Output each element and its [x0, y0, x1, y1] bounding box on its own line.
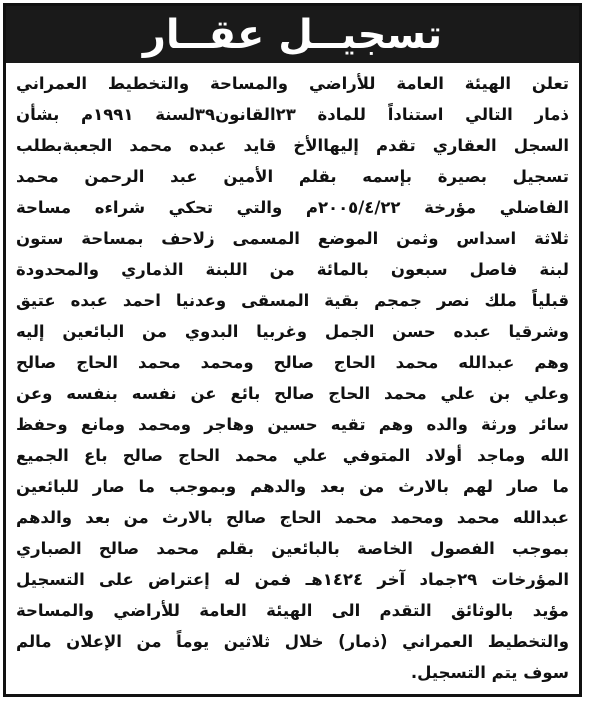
notice-title: تسجيــل عقــار	[142, 11, 443, 58]
notice-line: عبدالله محمد ومحمد محمد الحاج صالح بالارث من بعد والدهم	[16, 508, 569, 527]
notice-line: سوف يتم التسجيل.	[410, 663, 569, 682]
notice-line: وعلي بن علي محمد الحاج صالح بائع عن نفسه بنفسه وعن	[16, 384, 569, 403]
notice-line: ثلاثة اسداس وثمن الموضع المسمى زلاحف بمساحة ستون	[16, 229, 569, 248]
notice-line: تعلن الهيئة العامة للأراضي والمساحة والتخطيط العمراني	[16, 74, 569, 93]
notice-line: ما صار لهم بالارث من بعد والدهم وبموجب ما صار للبائعين	[16, 477, 569, 496]
notice-line: لبنة فاصل سبعون بالمائة من اللبنة الذماري والمحدودة	[16, 260, 569, 279]
notice-line: والتخطيط العمراني (ذمار) خلال ثلاثين يوماً من الإعلان مالم	[16, 632, 569, 651]
notice-line: المؤرخات ٢٩جماد آخر ١٤٢٤هـ فمن له إعتراض على التسجيل	[16, 570, 569, 589]
notice-line: تسجيل بصيرة بإسمه بقلم الأمين عبد الرحمن محمد	[16, 167, 569, 186]
notice-line: وشرقيا عبده حسن الجمل وغربيا البدوي من البائعين إليه	[16, 322, 569, 341]
notice-line: بموجب الفصول الخاصة بالبائعين بقلم محمد صالح الصباري	[16, 539, 569, 558]
notice-line: السجل العقاري تقدم إليهاالأخ قايد عبده محمد الجعبةبطلب	[16, 136, 569, 155]
notice-line: سائر ورثة والده وهم تقيه حسين وهاجر ومحمد ومانع وحفظ	[16, 415, 569, 434]
notice-line: قبلياً ملك نصر جمجم بقية المسقى وعدنيا احمد عبده عتيق	[16, 291, 569, 310]
notice-body	[16, 68, 569, 688]
notice-line: وهم عبدالله محمد الحاج صالح ومحمد محمد الحاج صالح	[16, 353, 569, 372]
notice-line: ذمار التالي استناداً للمادة ٢٣القانون٣٩لسنة ١٩٩١م بشأن	[16, 105, 569, 124]
notice-line: الفاضلي مؤرخة ٢٠٠٥/٤/٢٢م والتي تحكي شراءه مساحة	[16, 198, 569, 217]
notice-title-bar	[6, 6, 579, 63]
notice-line: الله وماجد أولاد المتوفي علي محمد الحاج صالح باع الجميع	[16, 446, 569, 465]
notice-line: مؤيد بالوثائق التقدم الى الهيئة العامة للأراضي والمساحة	[16, 601, 569, 620]
land-registration-notice	[3, 3, 582, 697]
